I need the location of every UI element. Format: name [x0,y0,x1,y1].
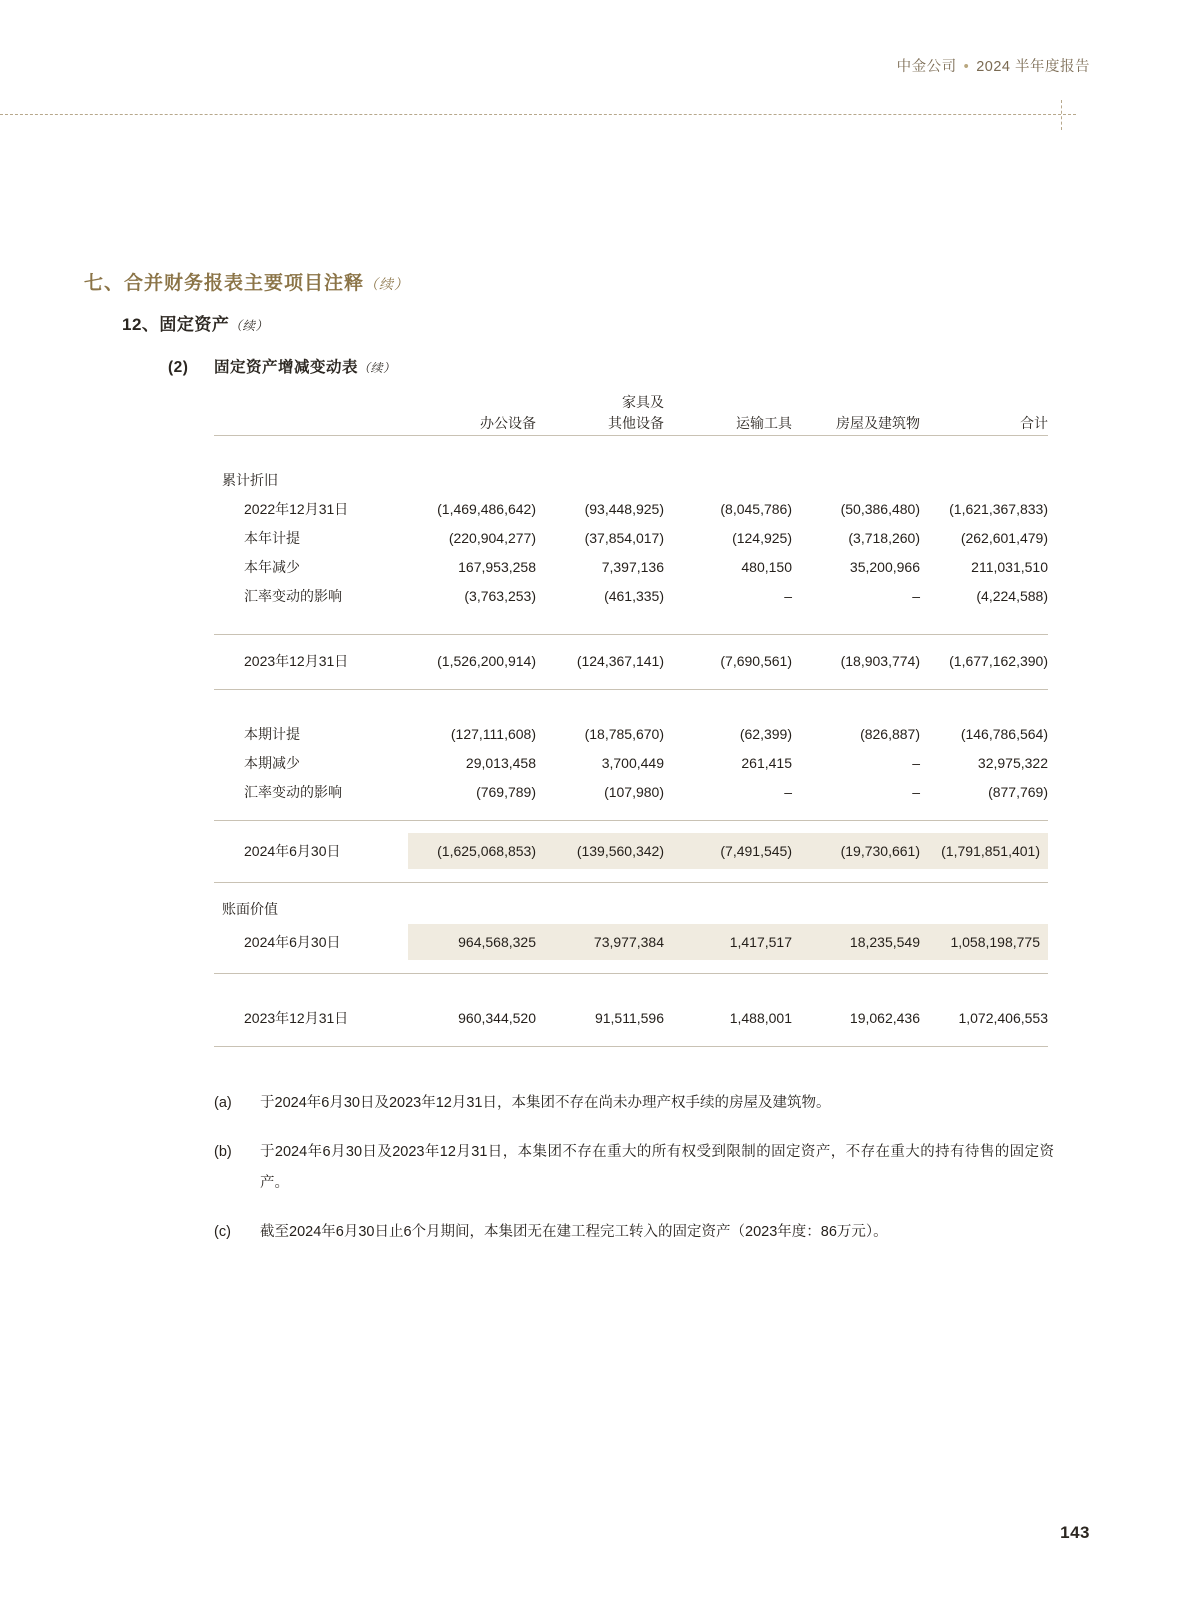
row-value: (1,625,068,853) [408,833,536,869]
row-value: (262,601,479) [960,530,1048,546]
row-value: 29,013,458 [465,755,536,771]
note-item [214,1137,1054,1199]
row-value: 73,977,384 [536,924,664,960]
header-divider [0,114,1076,115]
note-text: 于2024年6月30日及2023年12月31日，本集团不存在尚未办理产权手续的房屋及建筑物。 [260,1095,831,1111]
row-value: (146,786,564) [960,726,1048,742]
header-cell-buildings-l1 [792,392,920,413]
row-value: (93,448,925) [584,501,664,517]
row-label: 本期计提 [244,726,300,742]
row-value: 211,031,510 [971,559,1048,575]
row-value: (62,399) [739,726,792,742]
header-cell-vehicles-l1 [664,392,792,413]
fixed-assets-movement-table [214,392,1048,1047]
note-item [214,1088,1054,1119]
header-cell-total: 合计 [1020,415,1048,431]
spacer [214,974,1048,1005]
note-marker: (c) [214,1224,231,1240]
row-label: 2024年6月30日 [244,843,341,859]
subsection-heading [122,310,268,335]
row-value: 1,058,198,775 [920,924,1048,960]
row-value: 1,417,517 [664,924,792,960]
row-value: (139,560,342) [536,833,664,869]
spacer [214,807,1048,819]
row-value: – [912,588,920,604]
row-value: 19,062,436 [849,1010,920,1026]
section-heading-continued: （续） [364,276,410,292]
table-book-value-row-2023 [214,1004,1048,1033]
table-row [214,749,1048,778]
spacer [214,960,1048,972]
subsection-heading-continued: （续） [229,319,269,333]
header-cell-buildings: 房屋及建筑物 [836,415,920,431]
row-value: – [784,588,792,604]
row-value: (50,386,480) [840,501,920,517]
spacer [214,1033,1048,1045]
spacer [214,883,1048,896]
group-title-accumulated-depreciation: 累计折旧 [222,472,278,488]
row-value: (3,718,260) [848,530,920,546]
row-value: (7,491,545) [664,833,792,869]
item-number: (2) [168,359,189,376]
table-row [214,720,1048,749]
table-row [214,524,1048,553]
table-total-row-2024 [214,833,1048,869]
spacer [214,611,1048,633]
table-row [214,495,1048,524]
header-cell-furniture-other: 其他设备 [608,415,664,431]
table-group-title-row-2 [214,895,1048,924]
row-value: 964,568,325 [408,924,536,960]
table-header-row-2 [214,413,1048,434]
row-value: (18,785,670) [584,726,664,742]
table-bottom-rule [214,1045,1048,1047]
row-label: 2023年12月31日 [244,653,349,669]
row-label: 2022年12月31日 [244,501,349,517]
spacer [214,436,1048,467]
header-company: 中金公司 [896,59,957,75]
header-report-title: 2024 半年度报告 [976,59,1090,75]
row-value: – [912,784,920,800]
header-divider-tick [1061,100,1062,130]
row-label: 本年减少 [244,559,300,575]
table-header-row-1 [214,392,1048,413]
row-value: (37,854,017) [584,530,664,546]
row-value: (3,763,253) [464,588,536,604]
note-marker: (b) [214,1144,232,1160]
header-cell-total-l1 [920,392,1048,413]
item-continued: （续） [358,361,396,375]
header-cell-vehicles: 运输工具 [736,415,792,431]
row-value: (1,621,367,833) [949,501,1048,517]
note-text: 截至2024年6月30日止6个月期间，本集团无在建工程完工转入的固定资产（2023年度：86万元）。 [260,1224,888,1240]
row-value: 167,953,258 [458,559,536,575]
row-value: (18,903,774) [840,653,920,669]
row-value: (877,769) [988,784,1048,800]
row-value: (124,925) [732,530,792,546]
spacer [214,821,1048,834]
row-label: 汇率变动的影响 [244,784,342,800]
row-value: (1,469,486,642) [437,501,536,517]
row-value: 3,700,449 [601,755,664,771]
row-value: (1,526,200,914) [437,653,536,669]
header-cell-blank [214,392,408,413]
row-value: (1,677,162,390) [949,653,1048,669]
item-heading [168,355,396,377]
row-value: (7,690,561) [720,653,792,669]
row-value: (19,730,661) [792,833,920,869]
item-title: 固定资产增减变动表 [214,359,359,376]
row-value: (124,367,141) [576,653,664,669]
header-cell-office-equipment-l1 [408,392,536,413]
note-text: 于2024年6月30日及2023年12月31日，本集团不存在重大的所有权受到限制的固定资产，不存在重大的持有待售的固定资产。 [260,1144,1054,1191]
row-value: (1,791,851,401) [920,833,1048,869]
notes-list [214,1088,1054,1266]
section-heading [84,268,409,295]
header-cell-blank-2 [214,413,408,434]
row-value: (461,335) [604,588,664,604]
row-value: (4,224,588) [976,588,1048,604]
row-value: 35,200,966 [849,559,920,575]
row-value: 1,488,001 [729,1010,792,1026]
table-row [214,778,1048,807]
spacer [214,690,1048,721]
page-header [897,55,1090,76]
row-value: (127,111,608) [450,726,536,742]
row-value: 7,397,136 [601,559,664,575]
table-row [214,553,1048,582]
row-label: 本期减少 [244,755,300,771]
row-label: 2023年12月31日 [244,1010,349,1026]
table-group-title-row [214,466,1048,495]
row-value: 1,072,406,553 [958,1010,1048,1026]
row-label: 汇率变动的影响 [244,588,342,604]
row-value: 18,235,549 [792,924,920,960]
page-number: 143 [1060,1523,1090,1542]
note-marker: (a) [214,1095,232,1111]
row-value: – [784,784,792,800]
table-subtotal-row-2023 [214,647,1048,676]
table-book-value-row-2024 [214,924,1048,960]
header-cell-office-equipment: 办公设备 [480,415,536,431]
row-value: 960,344,520 [458,1010,536,1026]
row-value: (826,887) [860,726,920,742]
header-separator: • [963,59,970,75]
table-row [214,582,1048,611]
spacer [214,676,1048,688]
row-value: 32,975,322 [977,755,1048,771]
spacer [214,869,1048,881]
spacer [214,635,1048,648]
row-label: 2024年6月30日 [244,934,341,950]
row-value: – [912,755,920,771]
row-value: (769,789) [476,784,536,800]
header-cell-furniture-other-l1: 家具及 [622,394,664,410]
subsection-heading-text: 12、固定资产 [122,315,230,334]
row-value: (8,045,786) [720,501,792,517]
row-value: 480,150 [741,559,792,575]
row-value: 261,415 [741,755,792,771]
row-value: (107,980) [604,784,664,800]
row-label: 本年计提 [244,530,300,546]
row-value: (220,904,277) [448,530,536,546]
section-heading-text: 七、合并财务报表主要项目注释 [84,273,365,294]
group-title-book-value: 账面价值 [222,901,278,917]
row-value: 91,511,596 [594,1010,664,1026]
note-item [214,1217,1054,1248]
